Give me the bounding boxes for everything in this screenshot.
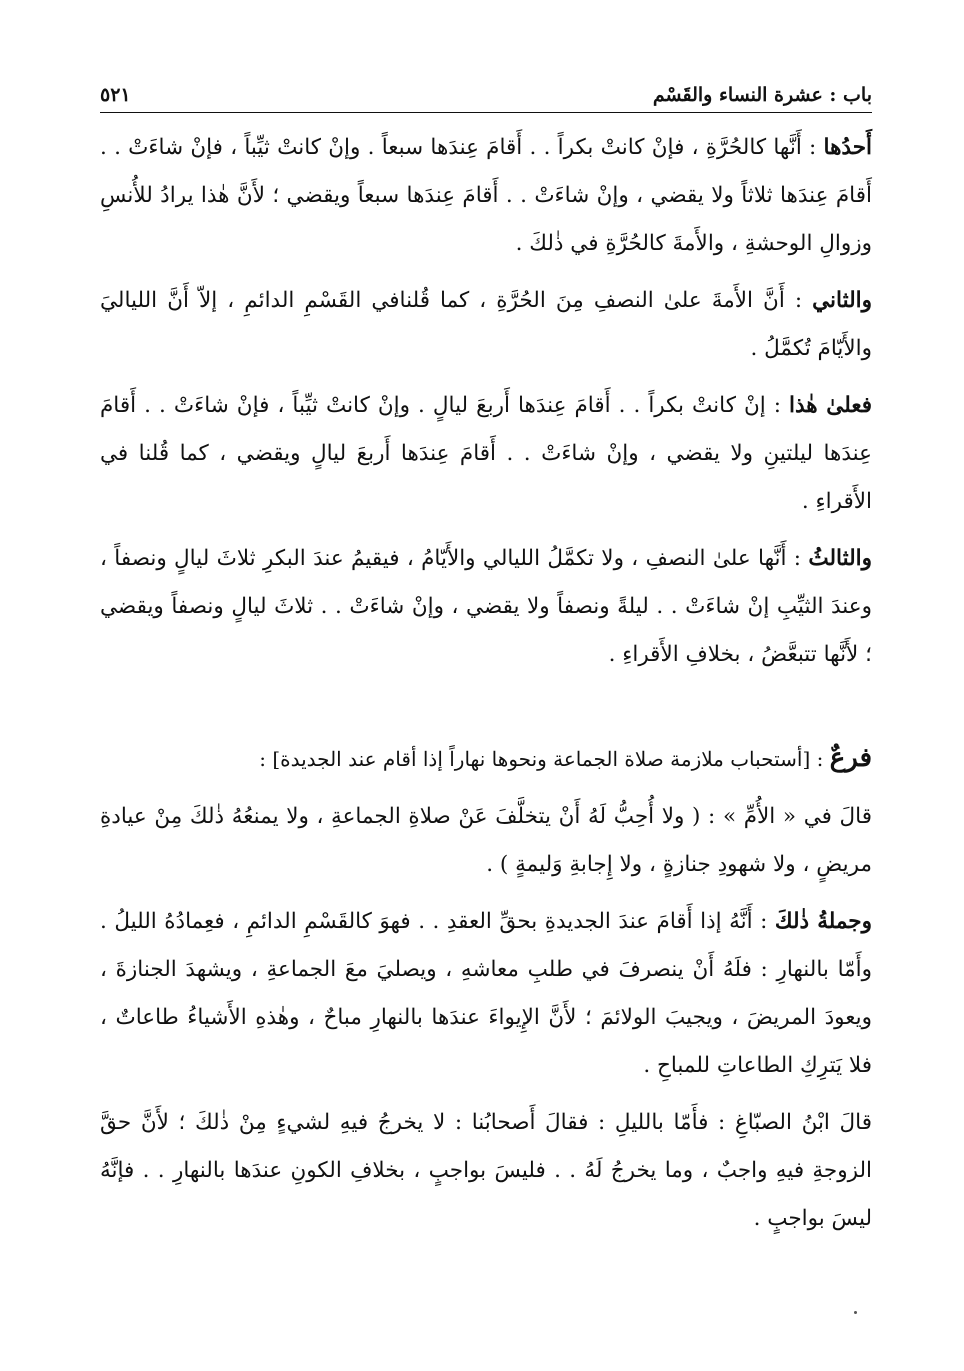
section-gap — [100, 688, 872, 734]
stray-dot-mark — [854, 1311, 857, 1314]
paragraph-text: : أَنَّهُ إذا أَقامَ عندَ الجديدةِ بحقِّ العقدِ . . فهوَ كالقَسْمِ الدائمِ ، فعِمادُهُ الليلُ . وأَمّا بالنهارِ : فلَهُ أَنْ ينصرفَ في طلبِ معاشهِ ، ويصليَ معَ الجماعةِ ، ويشهدَ الجنازةَ ، ويعودَ المريضَ ، ويجيبَ الولائمَ ؛ لأَنَّ الإِيواءَ عندَها بالنهارِ مباحٌ ، وهٰذهِ الأَشياءُ طاعاتٌ ، فلا يَترِكِ الطاعاتِ للمباحِ . — [100, 909, 872, 1078]
paragraph-lead: والثالثُ — [808, 546, 872, 571]
paragraph-text: قالَ ابْنُ الصبّاغِ : فأَمّا بالليلِ : فقالَ أَصحابُنا : لا يخرجُ فيهِ لشيءٍ مِنْ ذٰلكَ ؛ لأَنَّ حقَّ الزوجةِ فيهِ واجبٌ ، وما يخرجُ لَهُ . . فليسَ بواجبٍ ، بخلافِ الكونِ عندَها بالنهارِ . . فإنَّهُ ليسَ بواجبٍ . — [100, 1110, 872, 1231]
paragraph-text: : أَنَّها علىٰ النصفِ ، ولا تكمَّلُ الليالي والأَيّامُ ، فيقيمُ عندَ البكرِ ثلاثَ ليالٍ ونصفاً ، وعندَ الثيِّبِ إنْ شاءَتْ . . ليلةً ونصفاً ولا يقضي ، وإنْ شاءَتْ . . ثلاثَ ليالٍ ونصفاً ويقضي ؛ لأَنَّها تتبعَّضُ ، بخلافِ الأَقراءِ . — [100, 546, 872, 667]
running-title: باب : عشرة النساء والقَسْم — [652, 84, 872, 106]
paragraph-lead: والثاني — [812, 288, 872, 313]
paragraph-text: : أَنَّ الأَمةَ علىٰ النصفِ مِنَ الحُرَّةِ ، كما قُلنافي القَسْمِ الدائمِ ، إلاّ أَنَّ اللياليَ والأَيّامَ تُكمَّلُ . — [100, 288, 872, 361]
paragraph-ibn-sabbagh — [100, 1099, 872, 1243]
page-header — [100, 72, 872, 106]
page-body — [100, 124, 872, 1252]
paragraph-third-view — [100, 535, 872, 679]
paragraph-first-view — [100, 124, 872, 268]
branch-title: : [أستحباب ملازمة صلاة الجماعة ونحوها نهاراً إذا أقام عند الجديدة] : — [259, 747, 830, 771]
paragraph-text: : إنْ كانتْ بكراً . . أَقامَ عِندَها أَربعَ ليالٍ . وإنْ كانتْ ثيِّباً ، فإنْ شاءَتْ . . أَقامَ عِندَها ليلتينِ ولا يقضي ، وإنْ شاءَتْ . . أَقامَ عِندَها أَربعَ ليالٍ ويقضي ، كما قُلنا في الأَقراءِ . — [100, 393, 872, 514]
branch-heading — [100, 734, 872, 784]
paragraph-quote-umm — [100, 793, 872, 889]
header-rule — [100, 112, 872, 113]
paragraph-lead: وجملةُ ذٰلكَ — [774, 909, 872, 934]
paragraph-lead: فعلىٰ هٰذا — [789, 393, 872, 418]
paragraph-consequence — [100, 382, 872, 526]
paragraph-second-view — [100, 277, 872, 373]
page-number: ٥٢١ — [100, 84, 131, 106]
paragraph-lead: أَحدُها — [823, 135, 872, 160]
paragraph-text: قالَ في « الأُمِّ » : ( ولا أُحِبُّ لَهُ أَنْ يتخلَّفَ عَنْ صلاةِ الجماعةِ ، ولا يمنعُهُ ذٰلكَ مِنْ عيادةِ مريضٍ ، ولا شهودِ جنازةٍ ، ولا إِجابةِ وَليمةٍ ) . — [100, 804, 872, 877]
paragraph-text: : أَنَّها كالحُرَّةِ ، فإنْ كانتْ بكراً . . أَقامَ عِندَها سبعاً . وإنْ كانتْ ثيِّباً ، فإنْ شاءَتْ . . أَقامَ عِندَها ثلاثاً ولا يقضي ، وإنْ شاءَتْ . . أَقامَ عِندَها سبعاً ويقضي ؛ لأَنَّ هٰذا يرادُ للأُنسِ وزوالِ الوحشةِ ، والأَمةَ كالحُرَّةِ في ذٰلكَ . — [100, 135, 872, 256]
branch-label: فرعٌ — [829, 743, 872, 773]
paragraph-summary — [100, 898, 872, 1090]
